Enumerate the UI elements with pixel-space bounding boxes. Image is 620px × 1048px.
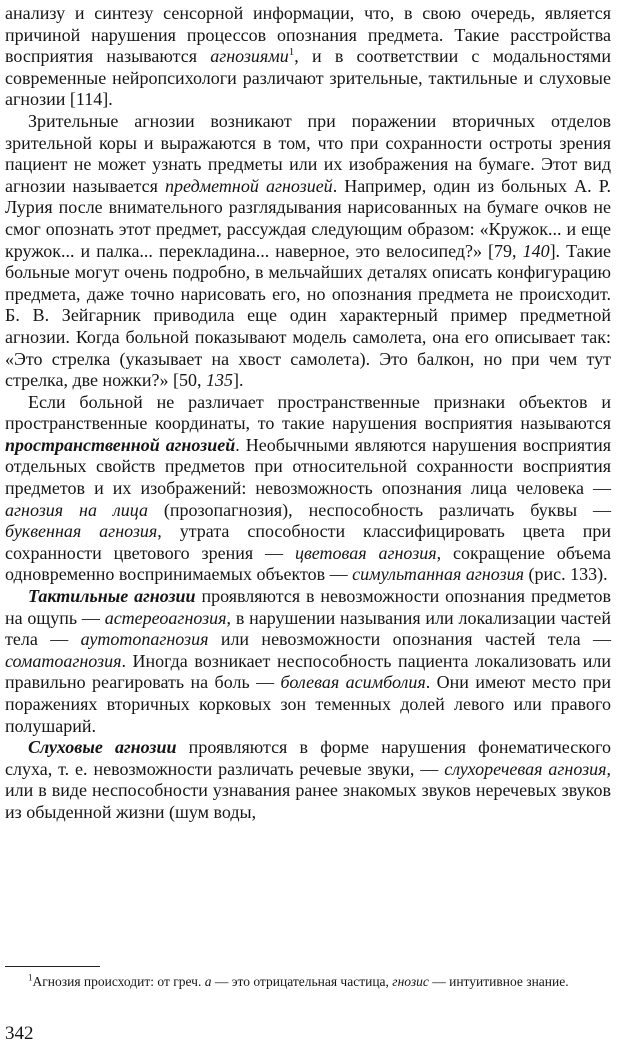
term-auditory-agnosia: Слуховые агнозии — [28, 737, 177, 758]
term-agnosia: агнозиями — [210, 46, 289, 67]
text-run: проявляются в невозможности опознания предметов на ощупь — — [5, 586, 611, 628]
page-number: 342 — [5, 1023, 34, 1044]
term-somatoagnosia: соматоагнозия — [5, 650, 122, 671]
text-run: , сокращение объема одновременно воспринимаемых объектов — — [5, 542, 611, 585]
footnote-divider — [5, 966, 100, 967]
term-autotopagnosia: аутотопагнозия — [80, 629, 209, 650]
text-run: — интуитивное знание. — [428, 974, 569, 989]
text-run: — это отрицательная частица, — [211, 974, 393, 989]
footnote-reference[interactable]: 1 — [288, 46, 295, 59]
text-run: . Они имеют место при поражениях вторичных корковых зон теменных долей левого или правого полушарий. — [5, 672, 611, 736]
term-color-agnosia: цветовая агнозия — [294, 542, 437, 563]
text-run: (рис. 133). — [523, 564, 608, 585]
term-auditory-speech-agnosia: слухоречевая агнозия — [444, 758, 607, 779]
text-run: , в нарушении называния или локализации частей тела — — [5, 607, 611, 650]
text-run: или невозможности опознания частей тела — — [208, 629, 611, 650]
term-spatial-agnosia: пространственной агнозией — [5, 434, 236, 455]
footnote-term: гнозис — [392, 974, 429, 989]
term-object-agnosia: предметной агнозией — [165, 175, 333, 196]
body-text — [5, 3, 611, 824]
text-run: . Иногда возникает неспособность пациента локализовать или правильно реагировать на боль — — [5, 650, 611, 693]
term-tactile-agnosia: Тактильные агнозии — [28, 586, 196, 607]
text-run: , или в виде неспособности узнавания ранее знакомых звуков неречевых звуков из обыденной жизни (шум воды, — [5, 758, 611, 822]
text-run: . Например, один из больных А. Р. Лурия после внимательного разглядывания нарисованных на бумаге очков не смог опознать этот предмет, рассуждая следующим образом: «Кружок... и еще кружок... и палка... перекладина... наверное, это велосипед?» [79, — [5, 175, 611, 261]
citation-page: 135 — [206, 370, 234, 391]
paragraph-visual-agnosia — [5, 111, 611, 392]
paragraph-tactile-agnosia — [5, 586, 611, 737]
term-pain-asymbolia: болевая асимболия — [280, 672, 426, 693]
term-face-agnosia: агнозия на лица — [5, 499, 148, 520]
term-astereoagnosia: астереоагнозия — [104, 607, 227, 628]
footnote-term: а — [204, 974, 212, 989]
text-run: , и в соответствии с модальностями современные нейропсихологи различают зрительные, тактильные и слуховые агнозии [114]. — [5, 46, 611, 110]
text-run: (прозопагнозия), неспособность различать буквы — — [147, 499, 611, 520]
paragraph-spatial-agnosia — [5, 392, 611, 586]
paragraph-agnosia-definition — [5, 3, 611, 111]
text-run: , утрата способности классифицировать цвета при сохранности цветового зрения — — [5, 521, 612, 563]
text-run: проявляются в форме нарушения фонематического слуха, т. е. невозможности различать речевые звуки, — — [5, 737, 612, 779]
term-letter-agnosia: буквенная агнозия — [5, 521, 158, 542]
citation-page: 140 — [522, 240, 550, 261]
text-run: . Необычными являются нарушения восприятия отдельных свойств предметов при относительной сохранности восприятия предметов и их изображений: невозможность опознания лица человека — — [5, 434, 611, 499]
text-run: ]. — [233, 370, 244, 391]
text-run: Если больной не различает пространственные признаки объектов и пространственные координаты, то такие нарушения восприятия называются — [5, 391, 611, 434]
footnote — [5, 973, 611, 990]
paragraph-auditory-agnosia — [5, 737, 611, 823]
text-run: Зрительные агнозии возникают при поражении вторичных отделов зрительной коры и выражаются в том, что при сохранности остроты зрения пациент не может узнать предметы или их изображения на бумаге. Этот вид агнозии называется — [5, 110, 611, 196]
text-run: Агнозия происходит: от греч. — [32, 974, 205, 989]
footnote-number: 1 — [28, 972, 33, 983]
text-run: ]. Такие больные могут очень подробно, в мельчайших деталях описать конфигурацию предмета, даже точно нарисовать его, но опознания предмета не происходит. Б. В. Зейгарник приводила еще один характерный пример предметной агнозии. Когда больной показывают модель самолета, она его описывает так: «Это стрелка (указывает на хвост самолета). Это балкон, но при чем тут стрелка, две ножки?» [50, — [5, 240, 611, 391]
text-run: анализу и синтезу сенсорной информации, что, в свою очередь, является причиной нарушения процессов опознания предмета. Такие расстройства восприятия называются — [5, 3, 611, 67]
term-simultaneous-agnosia: симультанная агнозия — [352, 564, 524, 585]
